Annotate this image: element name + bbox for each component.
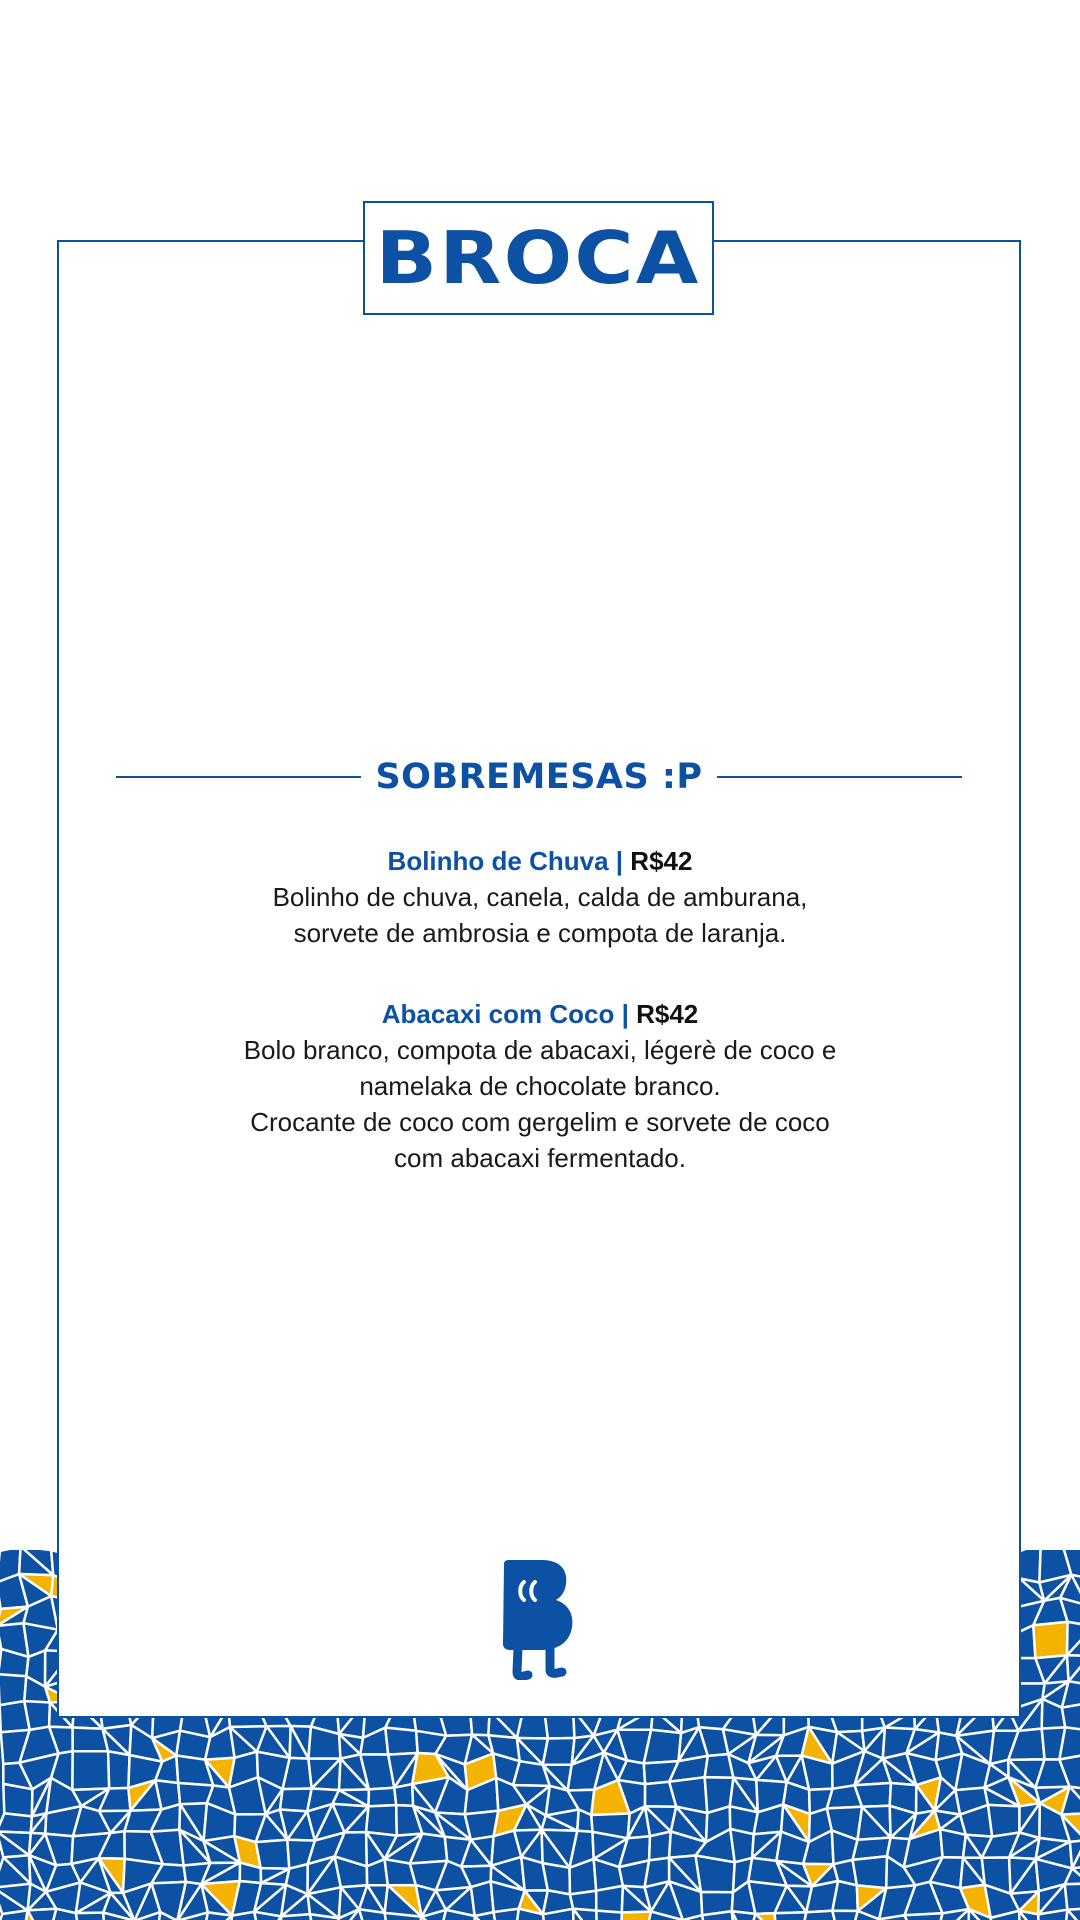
menu-card bbox=[57, 240, 1021, 1718]
mosaic-tile bbox=[940, 1829, 966, 1857]
mosaic-tile bbox=[494, 1909, 519, 1920]
mosaic-tile bbox=[696, 1856, 735, 1893]
mosaic-tile bbox=[596, 1886, 623, 1913]
description-line: Crocante de coco com gergelim e sorvete de coco bbox=[250, 1107, 830, 1137]
mosaic-tile bbox=[1065, 1884, 1080, 1910]
mosaic-tile bbox=[775, 1912, 807, 1920]
mosaic-tile bbox=[256, 1840, 289, 1869]
mosaic-tile bbox=[905, 1913, 943, 1920]
mosaic-tile bbox=[394, 1784, 413, 1806]
description-line: com abacaxi fermentado. bbox=[394, 1143, 686, 1173]
mosaic-tile bbox=[72, 1751, 109, 1790]
mosaic-tile bbox=[3, 1784, 32, 1817]
section-rule-left bbox=[116, 776, 361, 778]
mosaic-tile bbox=[0, 1813, 32, 1833]
mosaic-tile bbox=[832, 1911, 857, 1920]
mosaic-tile bbox=[24, 1701, 50, 1730]
description-line: Bolinho de chuva, canela, calda de amburana, bbox=[272, 882, 808, 912]
mosaic-tile bbox=[108, 1751, 130, 1788]
mosaic-tile bbox=[644, 1730, 681, 1764]
mosaic-tile bbox=[649, 1832, 671, 1861]
section-header bbox=[116, 748, 962, 806]
mosaic-tile bbox=[369, 1788, 397, 1807]
menu-item-heading bbox=[160, 996, 920, 1032]
mosaic-tile bbox=[853, 1856, 887, 1888]
description-line: Bolo branco, compota de abacaxi, légerè de coco e bbox=[243, 1035, 837, 1065]
mosaic-tile bbox=[1033, 1622, 1067, 1658]
mosaic-tile bbox=[543, 1738, 575, 1765]
mosaic-tile bbox=[76, 1913, 105, 1920]
menu-item-price: R$42 bbox=[630, 846, 693, 876]
mosaic-tile bbox=[621, 1912, 651, 1920]
menu-item-description bbox=[160, 879, 920, 951]
menu-item-name: Bolinho de Chuva bbox=[387, 846, 609, 876]
mosaic-tile bbox=[988, 1805, 1020, 1837]
brand-logo-text: BROCA bbox=[376, 216, 701, 300]
section-rule-right bbox=[717, 776, 962, 778]
brand-logo bbox=[363, 201, 714, 315]
description-line: namelaka de chocolate branco. bbox=[359, 1071, 721, 1101]
menu-item-name: Abacaxi com Coco bbox=[381, 999, 615, 1029]
mosaic-tile bbox=[385, 1728, 417, 1755]
menu-item-separator: | bbox=[621, 999, 629, 1029]
mosaic-tile bbox=[832, 1881, 857, 1911]
menu-item bbox=[160, 843, 920, 951]
mosaic-tile bbox=[596, 1911, 622, 1920]
description-line: sorvete de ambrosia e compota de laranja. bbox=[293, 918, 787, 948]
menu-item-price: R$42 bbox=[636, 999, 699, 1029]
menu-item-heading bbox=[160, 843, 920, 879]
section-title: SOBREMESAS :P bbox=[375, 757, 703, 797]
menu-item-description bbox=[160, 1032, 920, 1176]
mosaic-tile bbox=[366, 1805, 397, 1836]
mosaic-tile bbox=[855, 1783, 891, 1807]
menu-item bbox=[160, 996, 920, 1176]
b-mascot-icon bbox=[498, 1560, 582, 1680]
menu-item-separator: | bbox=[615, 846, 624, 876]
